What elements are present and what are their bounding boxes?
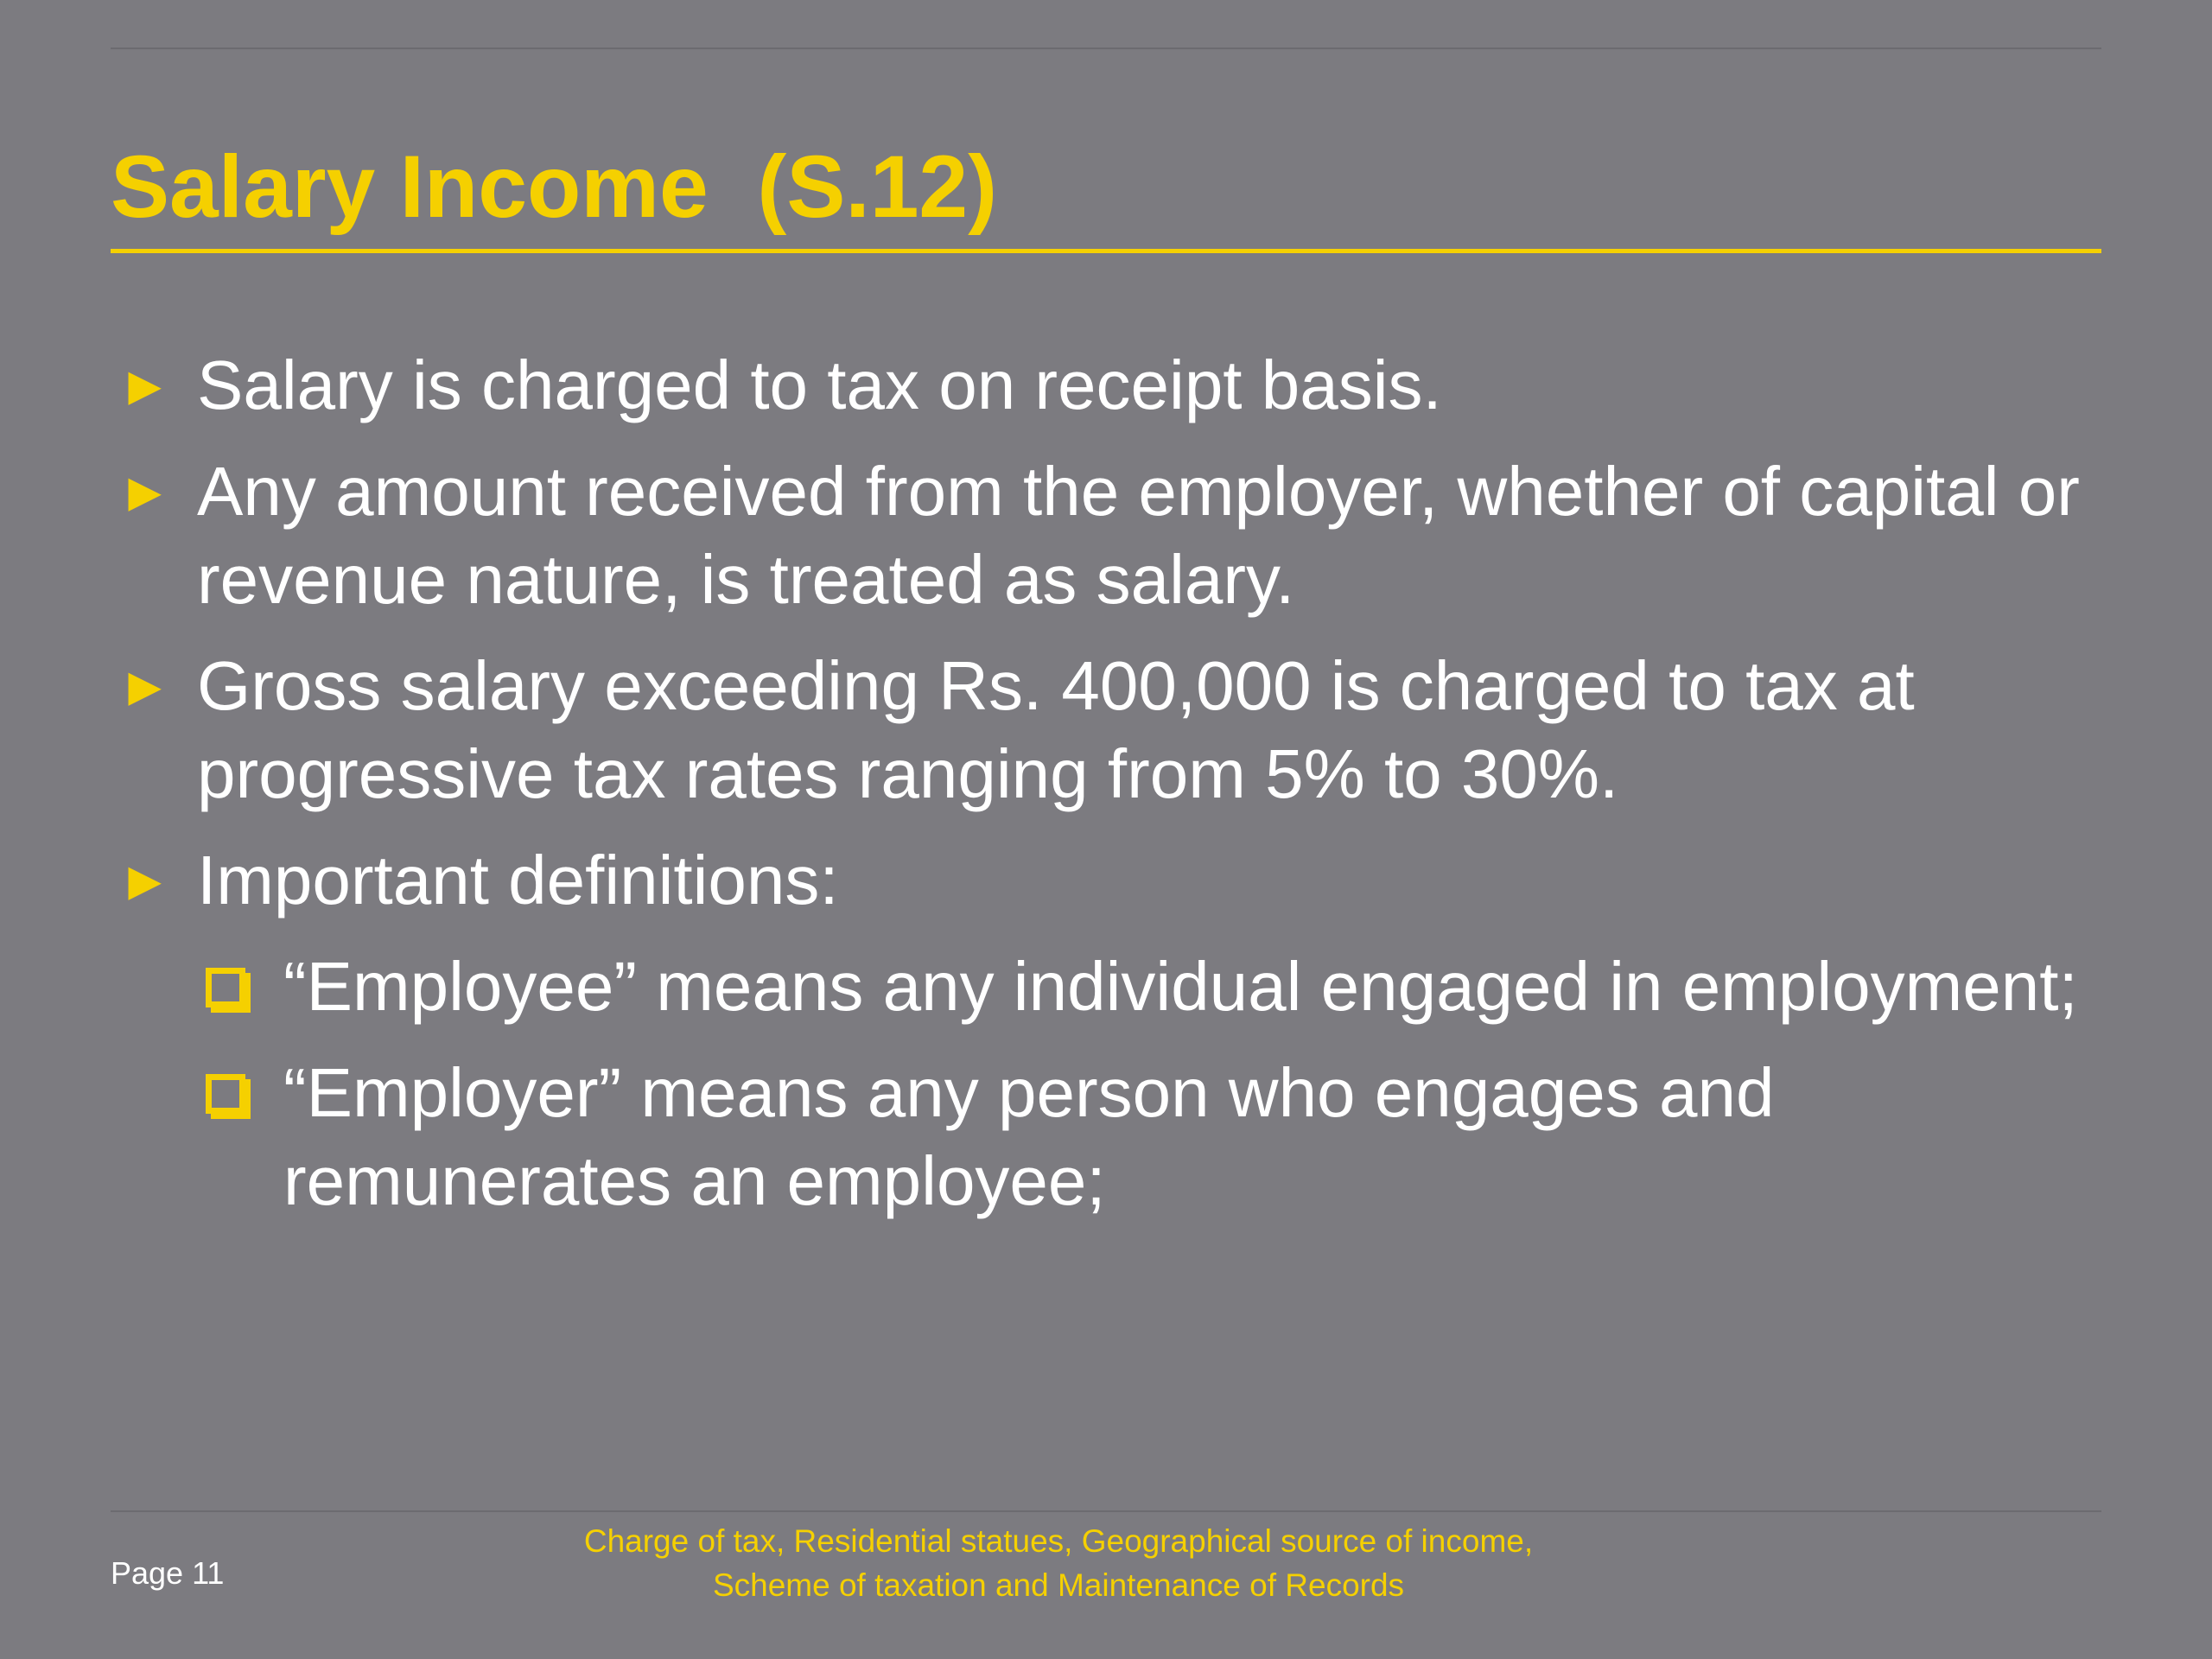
checkbox-icon [197,943,283,1031]
checkbox-icon [197,1049,283,1137]
footer-caption [484,1519,1633,1607]
bullet-text: Any amount received from the employer, whether of capital or revenue nature, is treated as salary. [197,453,2080,618]
sub-bullet-text: “Employee” means any individual engaged in employment; [283,948,2078,1025]
bullet-text: Gross salary exceeding Rs. 400,000 is charged to tax at progressive tax rates ranging from 5% to 30%. [197,647,1915,812]
arrow-right-icon: ► [118,655,173,717]
arrow-right-icon: ► [118,354,173,416]
sub-bullet-item [197,1049,2101,1225]
bullet-text: Salary is charged to tax on receipt basis. [197,346,1442,423]
bullet-list [111,341,2101,1243]
bullet-item [111,642,2101,818]
slide-title: Salary Income (S.12) [111,137,998,236]
footer-caption-line: Scheme of taxation and Maintenance of Records [712,1567,1405,1603]
footer-divider [111,1510,2101,1512]
arrow-right-icon: ► [118,461,173,523]
top-divider [111,48,2101,49]
arrow-right-icon: ► [118,849,173,912]
bullet-item [111,341,2101,429]
sub-bullet-text: “Employer” means any person who engages and remunerates an employee; [283,1054,1775,1219]
sub-bullet-item [197,943,2101,1031]
bullet-item [111,448,2101,624]
bullet-text: Important definitions: [197,842,839,918]
footer-caption-line: Charge of tax, Residential statues, Geographical source of income, [583,1523,1534,1559]
page-number: Page 11 [111,1555,225,1591]
bullet-item [111,836,2101,925]
title-underline [111,249,2101,253]
